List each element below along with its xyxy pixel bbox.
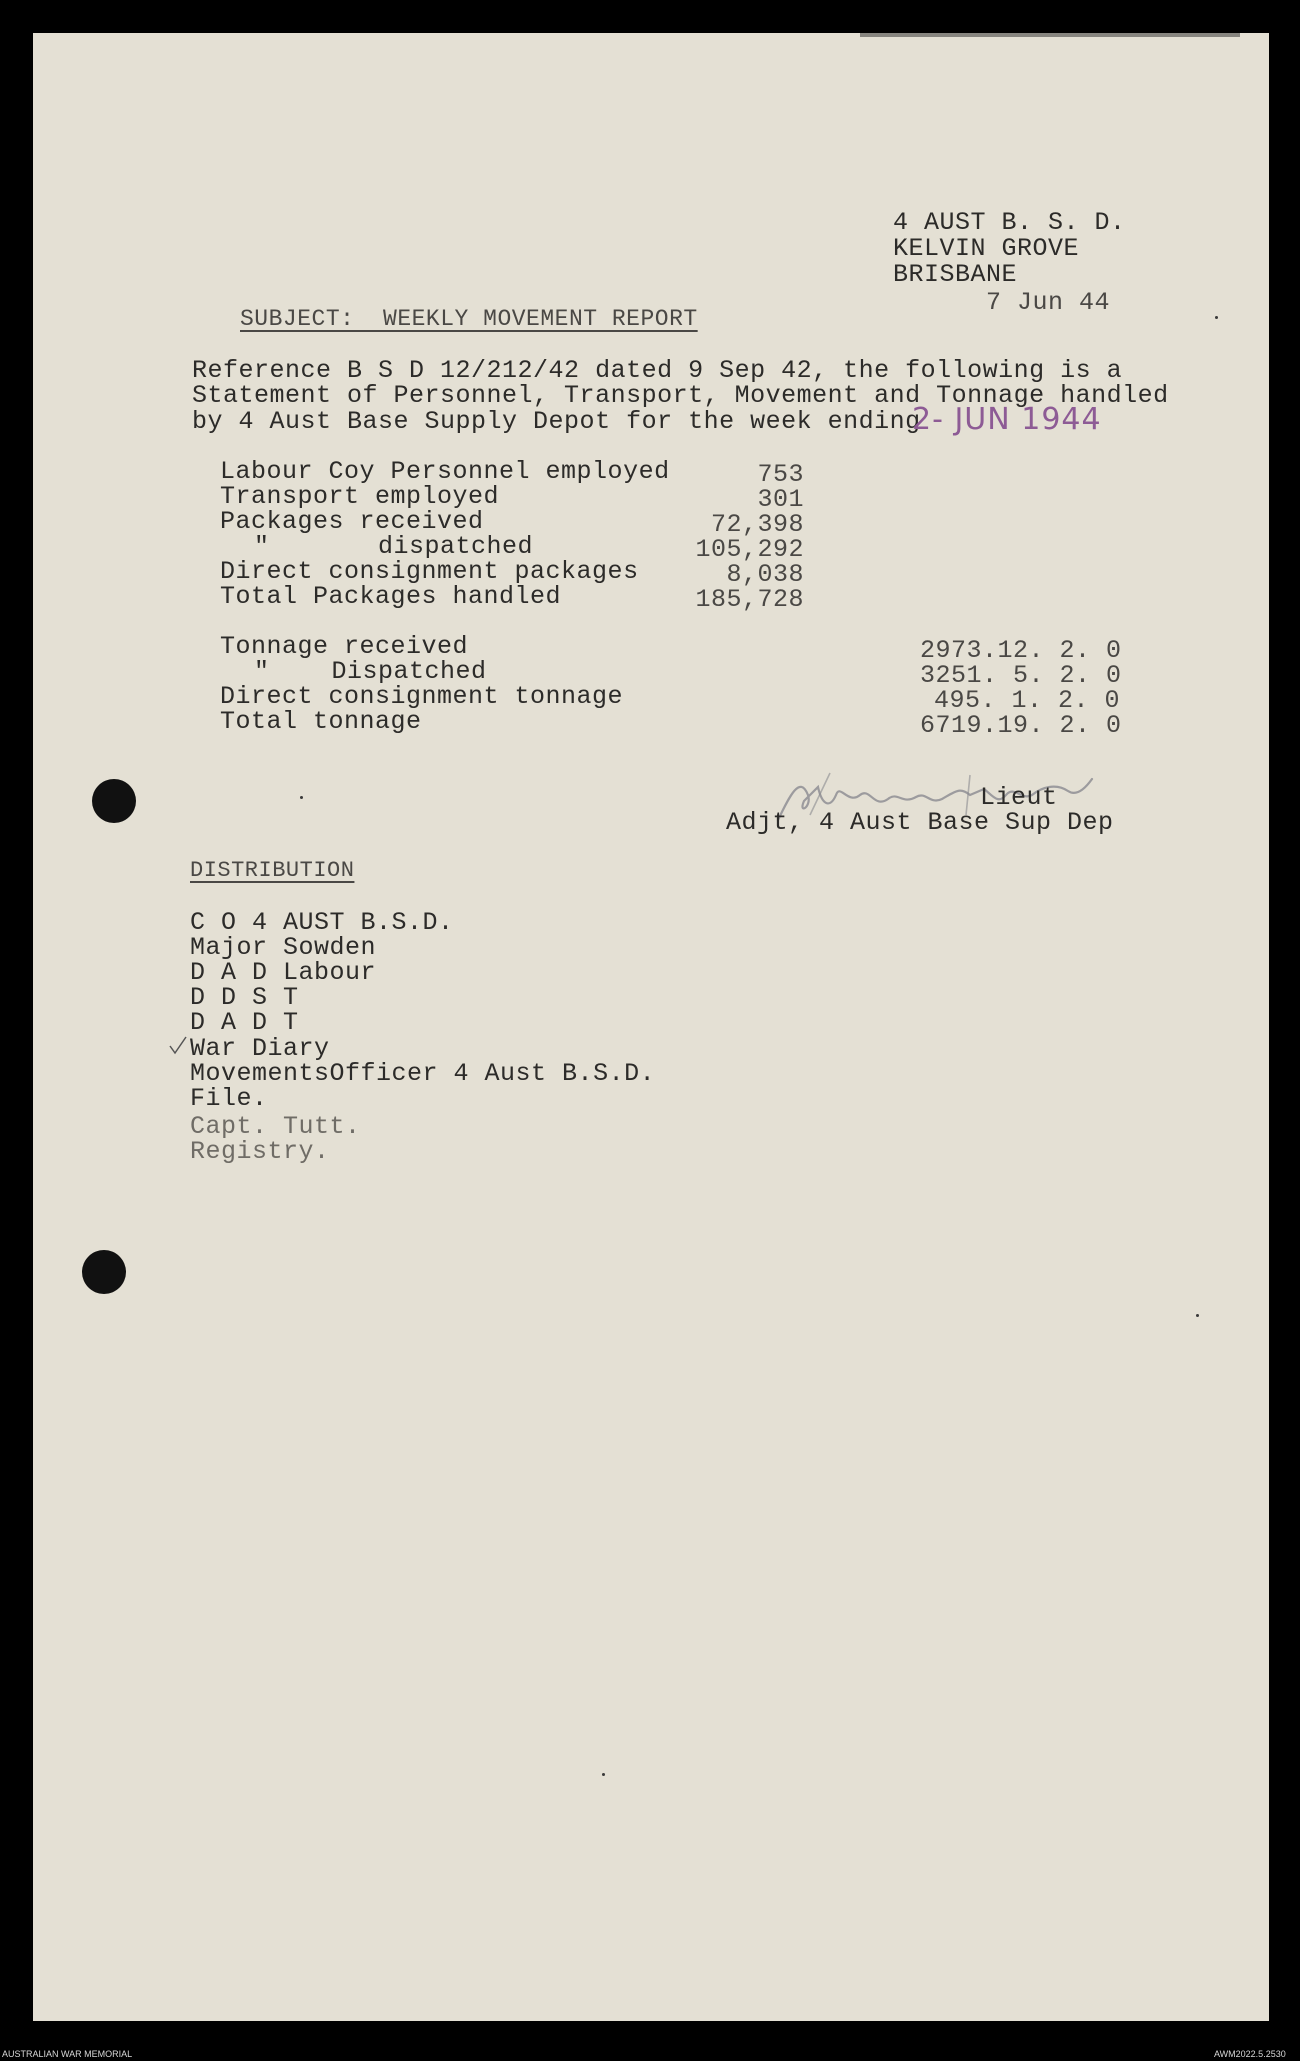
row-label: Labour Coy Personnel employed [220, 457, 670, 486]
header-date: 7 Jun 44 [986, 288, 1111, 317]
punch-hole-lower [82, 1250, 126, 1294]
distribution-heading: DISTRIBUTION [190, 858, 355, 883]
row-label: Direct consignment packages [220, 557, 639, 586]
row-value: 8,038 [726, 560, 804, 589]
intro-line-3: by 4 Aust Base Supply Depot for the week ending [192, 407, 921, 436]
list-item: C O 4 AUST B.S.D. [190, 908, 454, 937]
row-label: Tonnage received [220, 632, 469, 661]
subject-line: SUBJECT: WEEKLY MOVEMENT REPORT [240, 306, 698, 332]
speck [1215, 316, 1218, 319]
list-item: War Diary [190, 1034, 330, 1063]
row-value: 2973.12. 2. 0 [920, 636, 1122, 665]
speck [1196, 1314, 1199, 1317]
list-item: D D S T [190, 983, 299, 1012]
list-item: D A D T [190, 1008, 299, 1037]
footer-left: AUSTRALIAN WAR MEMORIAL [2, 2049, 133, 2059]
footer-right: AWM2022.5.2530 [1214, 2049, 1286, 2059]
header-unit: 4 AUST B. S. D. [893, 208, 1126, 237]
list-item: File. [190, 1084, 268, 1113]
header-location-1: KELVIN GROVE [893, 234, 1080, 263]
signature-title: Adjt, 4 Aust Base Sup Dep [726, 808, 1114, 837]
signature-rank: Lieut [980, 783, 1058, 812]
row-value: 185,728 [695, 585, 804, 614]
list-item: D A D Labour [190, 958, 377, 987]
row-value: 72,398 [710, 510, 804, 539]
row-label: Direct consignment tonnage [220, 682, 624, 711]
row-label: Transport employed [220, 482, 500, 511]
punch-hole-upper [92, 779, 136, 823]
list-item: MovementsOfficer 4 Aust B.S.D. [190, 1059, 656, 1088]
intro-line-1: Reference B S D 12/212/42 dated 9 Sep 42, the following is a [192, 356, 1123, 385]
row-label: " Dispatched [254, 657, 487, 686]
row-value: 6719.19. 2. 0 [920, 711, 1122, 740]
row-value: 105,292 [695, 535, 804, 564]
row-label: Packages received [220, 507, 484, 536]
paper-top-edge [860, 33, 1240, 37]
header-location-2: BRISBANE [893, 260, 1018, 289]
speck [602, 1773, 605, 1776]
row-label: Total Packages handled [220, 582, 562, 611]
row-label: Total tonnage [220, 707, 422, 736]
list-item: Capt. Tutt. [190, 1112, 361, 1141]
row-label: " dispatched [254, 532, 534, 561]
row-value: 753 [757, 460, 804, 489]
row-value: 495. 1. 2. 0 [933, 686, 1120, 715]
date-stamp: 2- JUN 1944 [912, 402, 1102, 437]
speck [300, 796, 303, 799]
list-item: Major Sowden [190, 933, 377, 962]
row-value: 3251. 5. 2. 0 [920, 661, 1122, 690]
intro-line-2: Statement of Personnel, Transport, Movement and Tonnage handled [192, 381, 1169, 410]
row-value: 301 [757, 485, 804, 514]
tick-mark-icon [168, 1034, 188, 1056]
list-item: Registry. [190, 1137, 330, 1166]
